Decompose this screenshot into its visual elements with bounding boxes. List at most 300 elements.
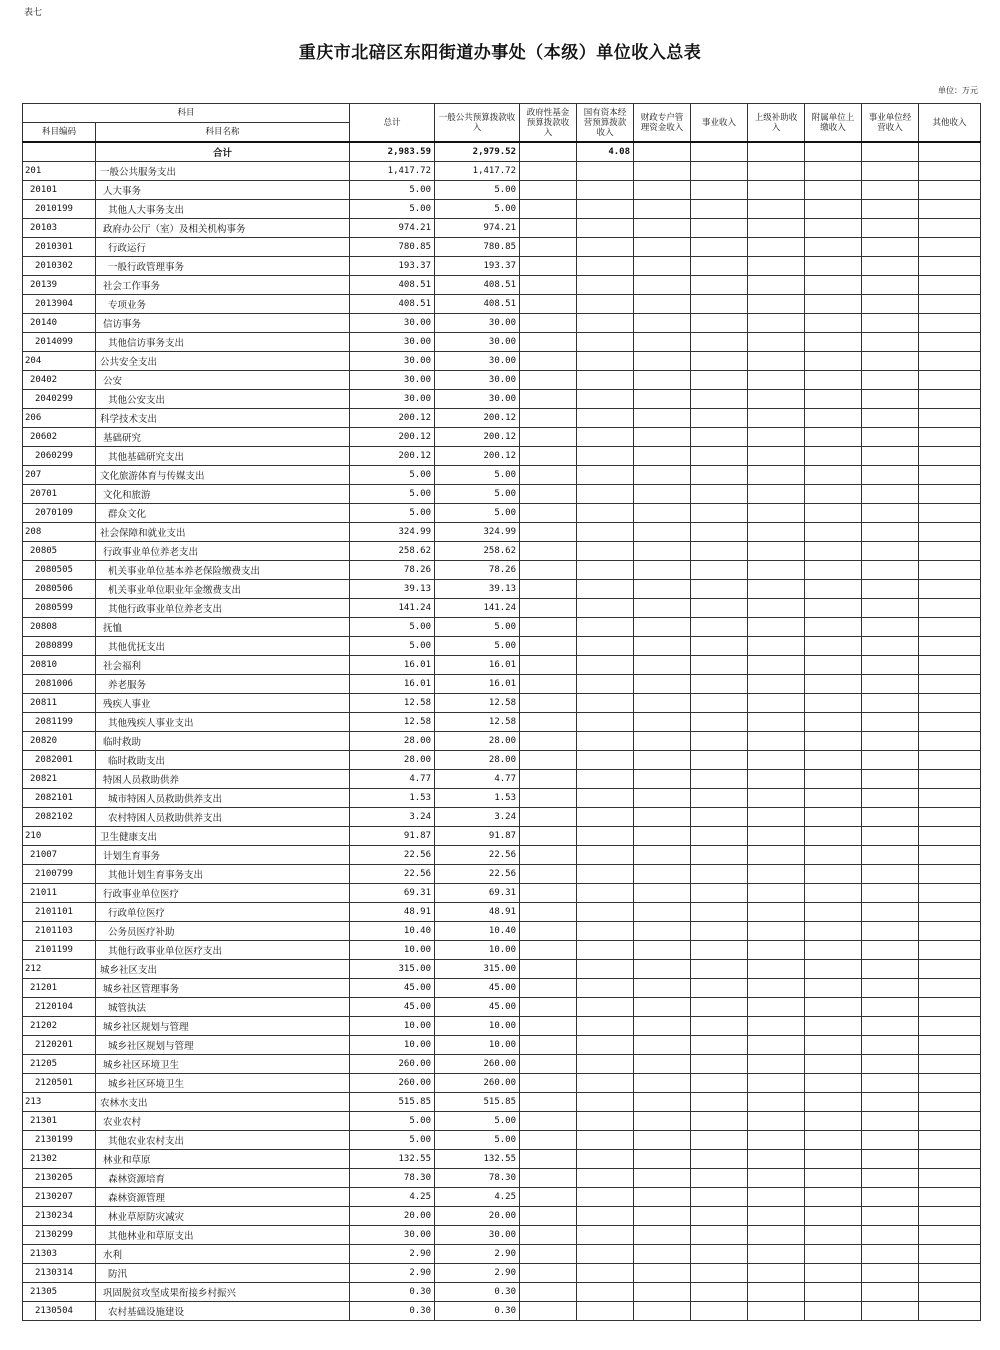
general-budget-value-cell: 78.26	[435, 561, 520, 580]
table-row	[23, 922, 981, 941]
gov-fund-value-cell	[520, 827, 577, 846]
operating-income-value-cell	[862, 1131, 919, 1150]
business-income-value-cell	[691, 428, 748, 447]
state-capital-value-cell	[577, 1131, 634, 1150]
table-row	[23, 257, 981, 276]
total-value-cell: 141.24	[350, 599, 435, 618]
table-row	[23, 1036, 981, 1055]
general-budget-value-cell: 30.00	[435, 390, 520, 409]
subject-name-cell: 特困人员救助供养	[96, 770, 350, 789]
other-income-value-cell	[919, 409, 981, 428]
state-capital-value-cell	[577, 561, 634, 580]
subject-name-cell: 基础研究	[96, 428, 350, 447]
total-value-cell: 12.58	[350, 713, 435, 732]
affiliated-income-value-cell	[805, 428, 862, 447]
business-income-value-cell	[691, 1188, 748, 1207]
general-budget-value-cell: 16.01	[435, 656, 520, 675]
fiscal-special-value-cell	[634, 466, 691, 485]
table-row	[23, 447, 981, 466]
total-value-cell: 39.13	[350, 580, 435, 599]
operating-income-value-cell	[862, 1150, 919, 1169]
total-value-cell: 1,417.72	[350, 162, 435, 181]
subject-name-cell: 城乡社区规划与管理	[96, 1036, 350, 1055]
gov-fund-value-cell	[520, 941, 577, 960]
subject-code-cell: 2101103	[23, 922, 96, 941]
general-budget-value-cell: 200.12	[435, 428, 520, 447]
business-income-value-cell	[691, 1074, 748, 1093]
state-capital-value-cell	[577, 466, 634, 485]
affiliated-income-value-cell	[805, 789, 862, 808]
operating-income-value-cell	[862, 1169, 919, 1188]
fiscal-special-value-cell	[634, 827, 691, 846]
superior-subsidy-value-cell	[748, 846, 805, 865]
business-income-value-cell	[691, 808, 748, 827]
subject-code-cell: 20701	[23, 485, 96, 504]
superior-subsidy-value-cell	[748, 865, 805, 884]
total-value-cell: 28.00	[350, 732, 435, 751]
superior-subsidy-value-cell	[748, 903, 805, 922]
operating-income-value-cell	[862, 1245, 919, 1264]
subject-code-cell: 20808	[23, 618, 96, 637]
general-budget-value-cell: 193.37	[435, 257, 520, 276]
business-income-value-cell	[691, 352, 748, 371]
business-income-value-cell	[691, 998, 748, 1017]
state-capital-value-cell	[577, 219, 634, 238]
operating-income-value-cell	[862, 1074, 919, 1093]
subject-code-cell: 2081006	[23, 675, 96, 694]
affiliated-income-value-cell	[805, 1112, 862, 1131]
total-value-cell: 78.26	[350, 561, 435, 580]
operating-income-value-cell	[862, 1055, 919, 1074]
gov-fund-value-cell	[520, 485, 577, 504]
affiliated-income-value-cell	[805, 257, 862, 276]
fiscal-special-value-cell	[634, 599, 691, 618]
gov-fund-value-cell	[520, 1093, 577, 1112]
gov-fund-value-cell	[520, 542, 577, 561]
gov-fund-value-cell	[520, 580, 577, 599]
subject-code-cell: 207	[23, 466, 96, 485]
state-capital-value-cell	[577, 618, 634, 637]
fiscal-special-value-cell	[634, 219, 691, 238]
general-budget-value-cell: 260.00	[435, 1074, 520, 1093]
state-capital-value-cell	[577, 789, 634, 808]
state-capital-value-cell	[577, 257, 634, 276]
state-capital-value-cell	[577, 200, 634, 219]
other-income-value-cell	[919, 865, 981, 884]
total-value-cell: 30.00	[350, 371, 435, 390]
subject-code-cell: 20805	[23, 542, 96, 561]
business-income-value-cell	[691, 162, 748, 181]
superior-subsidy-value-cell	[748, 257, 805, 276]
superior-subsidy-value-cell	[748, 770, 805, 789]
subject-name-cell: 其他行政事业单位医疗支出	[96, 941, 350, 960]
affiliated-income-value-cell	[805, 409, 862, 428]
gov-fund-value-cell	[520, 846, 577, 865]
superior-subsidy-value-cell	[748, 162, 805, 181]
total-value-cell: 3.24	[350, 808, 435, 827]
subject-name-cell: 社会福利	[96, 656, 350, 675]
general-budget-value-cell: 5.00	[435, 466, 520, 485]
affiliated-income-value-cell	[805, 1283, 862, 1302]
total-value-cell: 5.00	[350, 1131, 435, 1150]
total-value-cell: 132.55	[350, 1150, 435, 1169]
fiscal-special-value-cell	[634, 808, 691, 827]
business-income-value-cell	[691, 694, 748, 713]
table-row	[23, 618, 981, 637]
affiliated-income-value-cell	[805, 1150, 862, 1169]
table-row	[23, 295, 981, 314]
header-other-income: 其他收入	[919, 104, 981, 143]
subject-name-cell: 其他公安支出	[96, 390, 350, 409]
operating-income-value-cell	[862, 675, 919, 694]
affiliated-income-value-cell	[805, 219, 862, 238]
gov-fund-value-cell	[520, 371, 577, 390]
general-budget-value-cell: 5.00	[435, 1112, 520, 1131]
table-row	[23, 846, 981, 865]
affiliated-income-value-cell	[805, 960, 862, 979]
header-affiliated-income: 附属单位上缴收入	[805, 104, 862, 143]
superior-subsidy-value-cell	[748, 618, 805, 637]
header-total: 总计	[350, 104, 435, 143]
business-income-value-cell	[691, 333, 748, 352]
gov-fund-value-cell	[520, 694, 577, 713]
table-row	[23, 808, 981, 827]
subject-code-cell: 208	[23, 523, 96, 542]
operating-income-value-cell	[862, 922, 919, 941]
state-capital-value-cell	[577, 276, 634, 295]
subject-name-cell: 机关事业单位职业年金缴费支出	[96, 580, 350, 599]
superior-subsidy-value-cell	[748, 1055, 805, 1074]
other-income-value-cell	[919, 827, 981, 846]
other-income-value-cell	[919, 599, 981, 618]
affiliated-income-value-cell	[805, 390, 862, 409]
business-income-value-cell	[691, 504, 748, 523]
subject-code-cell: 204	[23, 352, 96, 371]
subject-name-cell: 巩固脱贫攻坚成果衔接乡村振兴	[96, 1283, 350, 1302]
gov-fund-value-cell	[520, 656, 577, 675]
superior-subsidy-value-cell	[748, 1074, 805, 1093]
table-row	[23, 903, 981, 922]
general-budget-value-cell: 132.55	[435, 1150, 520, 1169]
business-income-value-cell	[691, 561, 748, 580]
superior-subsidy-value-cell	[748, 238, 805, 257]
superior-subsidy-value-cell	[748, 1188, 805, 1207]
total-value-cell: 200.12	[350, 428, 435, 447]
state-capital-value-cell	[577, 523, 634, 542]
affiliated-income-value-cell	[805, 732, 862, 751]
general-budget-value-cell: 2.90	[435, 1264, 520, 1283]
other-income-value-cell	[919, 447, 981, 466]
header-gov-fund: 政府性基金预算拨款收入	[520, 104, 577, 143]
other-income-value-cell	[919, 333, 981, 352]
general-budget-value-cell: 16.01	[435, 675, 520, 694]
subject-name-cell: 城乡社区管理事务	[96, 979, 350, 998]
operating-income-value-cell	[862, 561, 919, 580]
operating-income-value-cell	[862, 827, 919, 846]
subject-code-cell: 213	[23, 1093, 96, 1112]
superior-subsidy-value-cell	[748, 580, 805, 599]
subject-name-cell: 其他基础研究支出	[96, 447, 350, 466]
operating-income-value-cell	[862, 618, 919, 637]
total-value-cell: 200.12	[350, 409, 435, 428]
other-income-value-cell	[919, 1074, 981, 1093]
subject-code-cell: 20402	[23, 371, 96, 390]
operating-income-value-cell	[862, 1036, 919, 1055]
fiscal-special-value-cell	[634, 998, 691, 1017]
general-budget-value-cell: 5.00	[435, 618, 520, 637]
general-budget-value-cell: 4.25	[435, 1188, 520, 1207]
subject-name-cell: 防汛	[96, 1264, 350, 1283]
other-income-value-cell	[919, 770, 981, 789]
other-income-value-cell	[919, 200, 981, 219]
total-other-income-value	[919, 142, 981, 162]
operating-income-value-cell	[862, 846, 919, 865]
subject-code-cell: 21011	[23, 884, 96, 903]
other-income-value-cell	[919, 580, 981, 599]
general-budget-value-cell: 260.00	[435, 1055, 520, 1074]
general-budget-value-cell: 28.00	[435, 732, 520, 751]
business-income-value-cell	[691, 1093, 748, 1112]
other-income-value-cell	[919, 485, 981, 504]
gov-fund-value-cell	[520, 219, 577, 238]
other-income-value-cell	[919, 618, 981, 637]
fiscal-special-value-cell	[634, 542, 691, 561]
fiscal-special-value-cell	[634, 409, 691, 428]
business-income-value-cell	[691, 1036, 748, 1055]
subject-name-cell: 公共安全支出	[96, 352, 350, 371]
subject-code-cell: 2080505	[23, 561, 96, 580]
total-value-cell: 5.00	[350, 637, 435, 656]
superior-subsidy-value-cell	[748, 979, 805, 998]
state-capital-value-cell	[577, 352, 634, 371]
operating-income-value-cell	[862, 1188, 919, 1207]
fiscal-special-value-cell	[634, 504, 691, 523]
business-income-value-cell	[691, 238, 748, 257]
table-row	[23, 1074, 981, 1093]
other-income-value-cell	[919, 390, 981, 409]
affiliated-income-value-cell	[805, 333, 862, 352]
general-budget-value-cell: 12.58	[435, 713, 520, 732]
subject-code-cell: 212	[23, 960, 96, 979]
total-value-cell: 193.37	[350, 257, 435, 276]
superior-subsidy-value-cell	[748, 485, 805, 504]
operating-income-value-cell	[862, 200, 919, 219]
business-income-value-cell	[691, 1017, 748, 1036]
table-row	[23, 162, 981, 181]
gov-fund-value-cell	[520, 561, 577, 580]
superior-subsidy-value-cell	[748, 694, 805, 713]
fiscal-special-value-cell	[634, 1207, 691, 1226]
affiliated-income-value-cell	[805, 751, 862, 770]
affiliated-income-value-cell	[805, 371, 862, 390]
operating-income-value-cell	[862, 998, 919, 1017]
operating-income-value-cell	[862, 295, 919, 314]
gov-fund-value-cell	[520, 770, 577, 789]
total-state-capital-value: 4.08	[577, 142, 634, 162]
state-capital-value-cell	[577, 732, 634, 751]
other-income-value-cell	[919, 960, 981, 979]
state-capital-value-cell	[577, 751, 634, 770]
operating-income-value-cell	[862, 1264, 919, 1283]
general-budget-value-cell: 4.77	[435, 770, 520, 789]
other-income-value-cell	[919, 1188, 981, 1207]
subject-name-cell: 农村特困人员救助供养支出	[96, 808, 350, 827]
subject-code-cell: 21202	[23, 1017, 96, 1036]
other-income-value-cell	[919, 1169, 981, 1188]
table-row	[23, 770, 981, 789]
superior-subsidy-value-cell	[748, 808, 805, 827]
other-income-value-cell	[919, 466, 981, 485]
operating-income-value-cell	[862, 466, 919, 485]
table-row	[23, 656, 981, 675]
fiscal-special-value-cell	[634, 656, 691, 675]
affiliated-income-value-cell	[805, 1093, 862, 1112]
subject-code-cell: 20103	[23, 219, 96, 238]
table-row	[23, 352, 981, 371]
subject-name-cell: 群众文化	[96, 504, 350, 523]
general-budget-value-cell: 10.00	[435, 1036, 520, 1055]
total-value-cell: 45.00	[350, 998, 435, 1017]
business-income-value-cell	[691, 1112, 748, 1131]
fiscal-special-value-cell	[634, 352, 691, 371]
subject-code-cell: 21007	[23, 846, 96, 865]
subject-code-cell: 2130234	[23, 1207, 96, 1226]
header-subject-code: 科目编码	[23, 123, 96, 143]
affiliated-income-value-cell	[805, 979, 862, 998]
superior-subsidy-value-cell	[748, 219, 805, 238]
subject-code-cell: 2082102	[23, 808, 96, 827]
gov-fund-value-cell	[520, 732, 577, 751]
subject-name-cell: 一般行政管理事务	[96, 257, 350, 276]
superior-subsidy-value-cell	[748, 181, 805, 200]
fiscal-special-value-cell	[634, 1150, 691, 1169]
state-capital-value-cell	[577, 1112, 634, 1131]
total-value-cell: 16.01	[350, 675, 435, 694]
business-income-value-cell	[691, 675, 748, 694]
superior-subsidy-value-cell	[748, 390, 805, 409]
gov-fund-value-cell	[520, 618, 577, 637]
total-value-cell: 10.00	[350, 941, 435, 960]
other-income-value-cell	[919, 732, 981, 751]
total-value-cell: 4.25	[350, 1188, 435, 1207]
state-capital-value-cell	[577, 504, 634, 523]
gov-fund-value-cell	[520, 523, 577, 542]
business-income-value-cell	[691, 390, 748, 409]
state-capital-value-cell	[577, 1302, 634, 1321]
superior-subsidy-value-cell	[748, 523, 805, 542]
other-income-value-cell	[919, 1017, 981, 1036]
affiliated-income-value-cell	[805, 694, 862, 713]
gov-fund-value-cell	[520, 314, 577, 333]
general-budget-value-cell: 30.00	[435, 1226, 520, 1245]
subject-name-cell: 其他行政事业单位养老支出	[96, 599, 350, 618]
total-business-income-value	[691, 142, 748, 162]
subject-name-cell: 其他人大事务支出	[96, 200, 350, 219]
gov-fund-value-cell	[520, 466, 577, 485]
affiliated-income-value-cell	[805, 827, 862, 846]
fiscal-special-value-cell	[634, 1283, 691, 1302]
state-capital-value-cell	[577, 1169, 634, 1188]
state-capital-value-cell	[577, 428, 634, 447]
other-income-value-cell	[919, 276, 981, 295]
other-income-value-cell	[919, 675, 981, 694]
subject-name-cell: 临时救助	[96, 732, 350, 751]
header-general-budget: 一般公共预算拨款收入	[435, 104, 520, 143]
table-row	[23, 276, 981, 295]
operating-income-value-cell	[862, 1017, 919, 1036]
affiliated-income-value-cell	[805, 713, 862, 732]
table-row	[23, 523, 981, 542]
subject-name-cell: 行政运行	[96, 238, 350, 257]
operating-income-value-cell	[862, 770, 919, 789]
state-capital-value-cell	[577, 1017, 634, 1036]
table-row	[23, 485, 981, 504]
total-value-cell: 78.30	[350, 1169, 435, 1188]
fiscal-special-value-cell	[634, 238, 691, 257]
total-value-cell: 258.62	[350, 542, 435, 561]
table-row	[23, 1150, 981, 1169]
header-operating-income: 事业单位经营收入	[862, 104, 919, 143]
affiliated-income-value-cell	[805, 599, 862, 618]
table-row	[23, 409, 981, 428]
superior-subsidy-value-cell	[748, 1283, 805, 1302]
subject-name-cell: 行政事业单位养老支出	[96, 542, 350, 561]
total-code-cell	[23, 142, 96, 162]
subject-name-cell: 农林水支出	[96, 1093, 350, 1112]
subject-name-cell: 其他农业农村支出	[96, 1131, 350, 1150]
page-title: 重庆市北碚区东阳街道办事处（本级）单位收入总表	[298, 43, 702, 63]
fiscal-special-value-cell	[634, 295, 691, 314]
subject-name-cell: 城乡社区环境卫生	[96, 1055, 350, 1074]
subject-code-cell: 2010302	[23, 257, 96, 276]
state-capital-value-cell	[577, 960, 634, 979]
subject-name-cell: 临时救助支出	[96, 751, 350, 770]
subject-code-cell: 2013904	[23, 295, 96, 314]
table-row	[23, 333, 981, 352]
fiscal-special-value-cell	[634, 1169, 691, 1188]
total-value-cell: 16.01	[350, 656, 435, 675]
total-value-cell: 2.90	[350, 1264, 435, 1283]
superior-subsidy-value-cell	[748, 1245, 805, 1264]
subject-name-cell: 计划生育事务	[96, 846, 350, 865]
superior-subsidy-value-cell	[748, 542, 805, 561]
state-capital-value-cell	[577, 770, 634, 789]
state-capital-value-cell	[577, 390, 634, 409]
fiscal-special-value-cell	[634, 257, 691, 276]
general-budget-value-cell: 20.00	[435, 1207, 520, 1226]
affiliated-income-value-cell	[805, 466, 862, 485]
business-income-value-cell	[691, 637, 748, 656]
fiscal-special-value-cell	[634, 1245, 691, 1264]
subject-name-cell: 城管执法	[96, 998, 350, 1017]
business-income-value-cell	[691, 447, 748, 466]
total-value-cell: 22.56	[350, 865, 435, 884]
other-income-value-cell	[919, 1245, 981, 1264]
table-row	[23, 314, 981, 333]
other-income-value-cell	[919, 542, 981, 561]
total-value-cell: 91.87	[350, 827, 435, 846]
fiscal-special-value-cell	[634, 314, 691, 333]
operating-income-value-cell	[862, 523, 919, 542]
fiscal-special-value-cell	[634, 922, 691, 941]
total-total-value: 2,983.59	[350, 142, 435, 162]
superior-subsidy-value-cell	[748, 713, 805, 732]
gov-fund-value-cell	[520, 333, 577, 352]
other-income-value-cell	[919, 523, 981, 542]
gov-fund-value-cell	[520, 1150, 577, 1169]
general-budget-value-cell: 45.00	[435, 998, 520, 1017]
subject-code-cell: 21205	[23, 1055, 96, 1074]
